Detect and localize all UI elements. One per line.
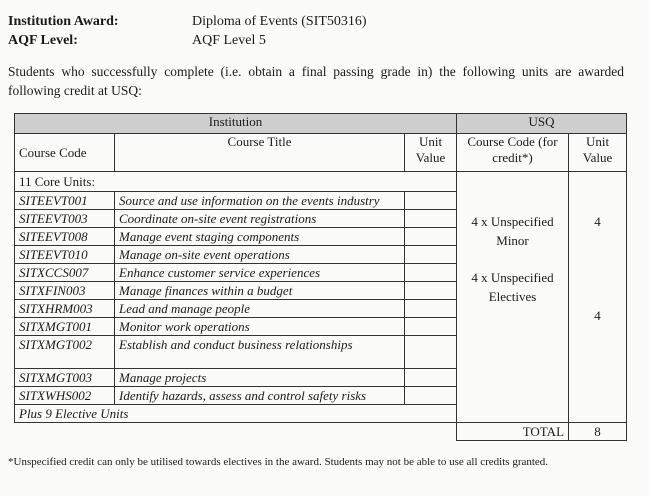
unit-title: Identify hazards, assess and control safety risks [115,387,405,405]
unit-code: SITEEVT008 [15,228,115,246]
unit-title: Manage on-site event operations [115,246,405,264]
footnote: *Unspecified credit can only be utilised towards electives in the award. Students may not be able to use all credits granted. [8,456,549,468]
group-institution: Institution [15,114,457,134]
col-usq-unit-value: Unit Value [569,134,627,172]
unit-value-cell [405,282,457,300]
credit-electives-value: 4 [594,307,601,323]
unit-title: Lead and manage people [115,300,405,318]
unit-value-cell [405,210,457,228]
award-value: Diploma of Events (SIT50316) [192,14,367,29]
table-group-header-row [15,114,627,134]
group-usq: USQ [457,114,627,134]
unit-value-cell [405,369,457,387]
usq-value-cell [569,192,627,423]
unit-value-cell [405,264,457,282]
table-row [15,192,627,210]
unit-value-cell [405,387,457,405]
unit-code: SITEEVT003 [15,210,115,228]
award-label: Institution Award: [8,14,119,29]
elective-units-label: Plus 9 Elective Units [15,405,457,423]
unit-title: Source and use information on the events industry [115,192,405,210]
unit-title: Manage event staging components [115,228,405,246]
unit-title: Manage finances within a budget [115,282,405,300]
unit-title: Monitor work operations [115,318,405,336]
core-units-label: 11 Core Units: [15,172,457,192]
credit-minor: 4 x Unspecified Minor [471,213,554,248]
col-course-code: Course Code [15,134,115,172]
col-course-title: Course Title [115,134,405,172]
unit-value-cell [405,192,457,210]
unit-code: SITXMGT003 [15,369,115,387]
unit-code: SITXHRM003 [15,300,115,318]
unit-code: SITEEVT001 [15,192,115,210]
credit-electives: 4 x Unspecified Electives [471,269,554,304]
unit-title: Coordinate on-site event registrations [115,210,405,228]
total-row [15,423,627,441]
unit-title: Enhance customer service experiences [115,264,405,282]
unit-value-cell [405,300,457,318]
aqf-value: AQF Level 5 [192,33,266,48]
total-value: 8 [569,423,627,441]
table-column-header-row [15,134,627,172]
unit-code: SITEEVT010 [15,246,115,264]
intro-paragraph: Students who successfully complete (i.e. obtain a final passing grade in) the following units are awarded following credit at USQ: [8,64,624,98]
aqf-label: AQF Level: [8,33,78,48]
usq-credit-cell [457,192,569,423]
unit-code: SITXWHS002 [15,387,115,405]
unit-value-cell [405,336,457,369]
total-label: TOTAL [457,423,569,441]
col-unit-value: Unit Value [405,134,457,172]
unit-code: SITXFIN003 [15,282,115,300]
unit-code: SITXMGT001 [15,318,115,336]
unit-title: Establish and conduct business relationships [115,336,405,369]
core-units-row [15,172,627,192]
col-usq-course-code: Course Code (for credit*) [457,134,569,172]
unit-code: SITXMGT002 [15,336,115,369]
credit-minor-value: 4 [594,213,601,229]
unit-title: Manage projects [115,369,405,387]
unit-value-cell [405,246,457,264]
unit-value-cell [405,318,457,336]
credit-table [14,113,627,441]
unit-code: SITXCCS007 [15,264,115,282]
unit-value-cell [405,228,457,246]
